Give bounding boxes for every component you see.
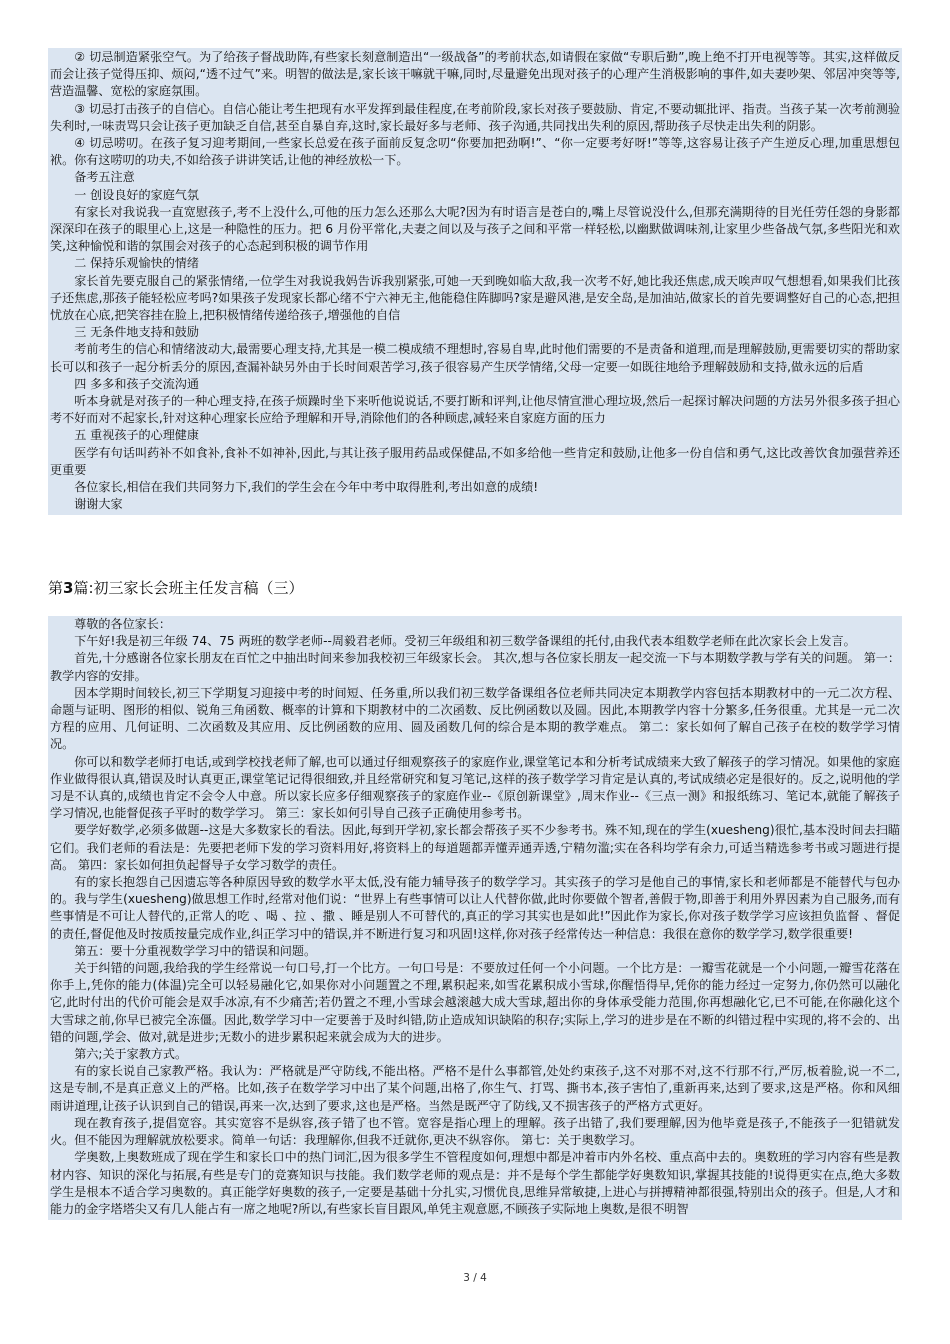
heading-prefix: 第 [48,579,64,597]
paragraph: 学奥数,上奥数班成了现在学生和家长口中的热门词汇,因为很多学生不管程度如何,理想中都是冲着市内外名校、重点高中去的。奥数班的学习内容有些是教材内容、知识的深化与拓展,有些是专门的竞赛知识与技能。我们数学老师的观点是：并不是每个学生都能学好奥数知识,掌握其技能的!说得更实在点,绝大多数学生是根本不适合学习奥数的。真正能学好奥数的孩子,一定要是基础十分扎实,习惯优良,思维异常敏捷,上进心与拼搏精神都很强,特别出众的孩子。但是,人才和能力的金字塔塔尖又有几人能占有一席之地呢?所以,有些家长盲目跟风,单凭主观意愿,不顾孩子实际地上奥数,是很不明智 [50,1150,900,1216]
paragraph: 下午好!我是初三年级 74、75 两班的数学老师--周毅君老师。受初三年级组和初三数学备课组的托付,由我代表本组数学老师在此次家长会上发言。 [74,634,856,649]
article-heading [48,577,902,599]
subheading: 四 多多和孩子交流沟通 [74,376,199,391]
subheading: 三 无条件地支持和鼓励 [74,325,199,340]
paragraph: ③ 切忌打击孩子的自信心。自信心能让考生把现有水平发挥到最佳程度,在考前阶段,家长对孩子要鼓励、肯定,不要动辄批评、指责。当孩子某一次考前测验失利时,一味责骂只会让孩子更加缺乏自信,甚至自暴自弃,这时,家长最好多与老师、孩子沟通,共同找出失利的原因,帮助孩子尽快走出失利的阴影。 [50,101,900,133]
section-exam-advice [48,48,902,515]
paragraph: 听本身就是对孩子的一种心理支持,在孩子烦躁时坐下来听他说说话,不要打断和评判,让他尽情宣泄心理垃圾,然后一起探讨解决问题的方法另外很多孩子担心考不好而对不起家长,针对这种心理家长应给予理解和开导,消除他们的各种顾虑,减轻来自家庭方面的压力 [50,394,900,426]
paragraph: 首先,十分感谢各位家长朋友在百忙之中抽出时间来参加我校初三年级家长会。 其次,想与各位家长朋友一起交流一下与本期数学教与学有关的问题。 第一：教学内容的安排。 [50,651,900,683]
subheading: 一 创设良好的家庭气氛 [74,187,199,202]
subheading: 二 保持乐观愉快的情绪 [74,256,199,271]
subheading: 五 重视孩子的心理健康 [74,428,199,443]
paragraph: 要学好数学,必须多做题--这是大多数家长的看法。因此,每到开学初,家长都会帮孩子买不少参考书。殊不知,现在的学生(xuesheng)很忙,基本没时间去扫瞄它们。我们老师的看法是：先要把老师下发的学习资料用好,将资料上的每道题都弄懂弄通弄透,宁精勿滥;实在各科均学有余力,可适当精选参考书或习题进行提高。 第四：家长如何担负起督导子女学习数学的责任。 [50,823,900,872]
heading-number: 3 [63,579,74,597]
paragraph: 医学有句话叫药补不如食补,食补不如神补,因此,与其让孩子服用药品或保健品,不如多给他一些肯定和鼓励,让他多一份自信和勇气,这比改善饮食加强营养还更重要 [50,445,900,477]
section-math-teacher-speech [48,616,902,1220]
paragraph: ② 切忌制造紧张空气。为了给孩子督战助阵,有些家长刻意制造出“一级战备”的考前状态,如请假在家做“专职后勤”,晚上绝不打开电视等等。其实,这样做反而会让孩子觉得压抑、烦闷,“透不过气”来。明智的做法是,家长该干嘛就干嘛,同时,尽量避免出现对孩子的心理产生消极影响的事件,如夫妻吵架、邻居冲突等等,营造温馨、宽松的家庭氛围。 [50,50,900,99]
heading-title: 篇:初三家长会班主任发言稿（三） [73,579,304,597]
paragraph: 有的家长抱怨自己因遗忘等各种原因导致的数学水平太低,没有能力辅导孩子的数学学习。其实孩子的学习是他自己的事情,家长和老师都是不能替代与包办的。我与学生(xuesheng)做思想工作时,经常对他们说：“世界上有些事情可以让人代替你做,此时你要做个智者,善假于物,即善于利用外界因素为自己服务,而有些事情是不可让人替代的,正常人的吃 、喝 、拉 、撒 、睡是别人不可替代的,真正的学习其实也是如此!”因此作为家长,你对孩子数学学习应该担负监督 、督促的责任,督促他及时按质按量完成作业,纠正学习中的错误,并不断进行复习和巩固!这样,你对孩子经常传达一种信息：我很在意你的数学学习,数学很重要! [50,875,900,941]
paragraph: 现在教育孩子,提倡宽容。其实宽容不是纵容,孩子错了也不管。宽容是指心理上的理解。孩子出错了,我们要理解,因为他毕竟是孩子,不能孩子一犯错就发火。但不能因为理解就放松要求。简单一句话：我理解你,但我不迁就你,更决不纵容你。 第七：关于奥数学习。 [50,1115,900,1148]
subheading: 第六;关于家教方式。 [74,1047,188,1062]
paragraph: 你可以和数学老师打电话,或到学校找老师了解,也可以通过仔细观察孩子的家庭作业,课堂笔记本和分析考试成绩来大致了解孩子的学习情况。如果他的家庭作业做得很认真,错误及时认真更正,课堂笔记记得很细致,并且经常研究和复习笔记,这样的孩子数学学习肯定是认真的,考试成绩必定是很好的。反之,说明他的学习是不认真的,成绩也肯定不会令人中意。所以家长应多仔细观察孩子的家庭作业--《原创新课堂》,周末作业--《三点一测》和报纸练习、笔记本,就能了解孩子学习情况,也能督促孩子平时的数学学习。 第三：家长如何引导自己孩子正确使用参考书。 [50,754,900,821]
paragraph: 有的家长说自己家教严格。我认为：严格就是严守防线,不能出格。严格不是什么事都管,处处约束孩子,这不对那不对,这不行那不行,严厉,板着脸,说一不二,这是专制,不是真正意义上的严格。比如,孩子在数学学习中出了某个问题,出格了,你生气、打骂、撕书本,孩子害怕了,重新再来,达到了要求,这是严格。你和风细雨讲道理,让孩子认识到自己的错误,再来一次,达到了要求,这也是严格。当然是既严守了防线,又不损害孩子的严格方式更好。 [50,1064,900,1113]
paragraph: 考前考生的信心和情绪波动大,最需要心理支持,尤其是一模二模成绩不理想时,容易自卑,此时他们需要的不是责备和道理,而是理解鼓励,更需要切实的帮助家长可以和孩子一起分析丢分的原因,查漏补缺另外由于长时间艰苦学习,孩子很容易产生厌学情绪,父母一定要一如既往地给予理解鼓励和支持,做永远的后盾 [50,342,900,374]
paragraph: 谢谢大家 [74,497,123,512]
subheading: 备考五注意 [74,170,135,185]
page-number: 3 / 4 [463,1272,487,1284]
paragraph: 家长首先要克服自己的紧张情绪,一位学生对我说我妈告诉我别紧张,可她一天到晚如临大敌,我一次考不好,她比我还焦虑,成天唉声叹气想想看,如果我们比孩子还焦虑,那孩子能轻松应考吗?如果孩子发现家长都心绪不宁六神无主,他能稳住阵脚吗?家是避风港,是安全岛,是加油站,做家长的首先要调整好自己的心态,把担忧放在心底,把笑容挂在脸上,把积极情绪传递给孩子,增强他的自信 [50,273,900,323]
paragraph: 各位家长,相信在我们共同努力下,我们的学生会在今年中考中取得胜利,考出如意的成绩! [74,480,539,495]
paragraph: ④ 切忌唠叨。在孩子复习迎考期间,一些家长总爱在孩子面前反复念叨“你要加把劲啊!”、“你一定要考好呀!”等等,这容易让孩子产生逆反心理,加重思想包袱。你有这唠叨的功夫,不如给孩子讲讲笑话,让他的神经放松一下。 [50,136,900,168]
subheading: 第五：要十分重视数学学习中的错误和问题。 [74,943,317,958]
paragraph: 有家长对我说我一直宽慰孩子,考不上没什么,可他的压力怎么还那么大呢?因为有时语言是苍白的,嘴上尽管说没什么,但那充满期待的目光任劳任怨的身影都深深印在孩子的眼里心上,这是一种隐性的压力。把 6 月份平常化,夫妻之间以及与孩子之间和平常一样轻松,以幽默做调味剂,让家里少些备战气氛,多些阳光和欢笑,这种愉悦和谐的氛围会对孩子的心态起到积极的调节作用 [50,204,900,254]
paragraph: 因本学期时间较长,初三下学期复习迎接中考的时间短、任务重,所以我们初三数学备课组各位老师共同决定本期教学内容包括本期教材中的一元二次方程、命题与证明、图形的相似、锐角三角函数、概率的计算和下期教材中的二次函数、反比例函数以及圆。因此,本期教学内容十分繁多,任务很重。尤其是一元二次方程的应用、几何证明、二次函数及其应用、反比例函数的应用、圆及函数几何的综合是本期的教学难点。 第二：家长如何了解自己孩子在校的数学学习情况。 [50,685,900,752]
paragraph: 关于纠错的问题,我给我的学生经常说一句口号,打一个比方。一句口号是：不要放过任何一个小问题。一个比方是：一瓣雪花就是一个小问题,一瓣雪花落在你手上,凭你的能力(体温)完全可以轻易融化它,如果你对小问题置之不理,累积起来,如雪花累积成小雪球,你醒悟得早,凭你的能力经过一定努力,你仍然可以融化它,此时付出的代价可能会是双手冰凉,有不少痛苦;若仍置之不理,小雪球会越滚越大成大雪球,超出你的身体承受能力范围,你再想融化它,已不可能,在你融化这个大雪球之前,你早已被完全冻僵。因此,数学学习中一定要善于及时纠错,防止造成知识缺陷的积存;实际上,学习的进步是在不断的纠错过程中实现的,将不会的、出错的问题,学会、做对,就是进步;无数小的进步累积起来就会成为大的进步。 [50,961,900,1044]
salutation: 尊敬的各位家长： [74,617,171,631]
